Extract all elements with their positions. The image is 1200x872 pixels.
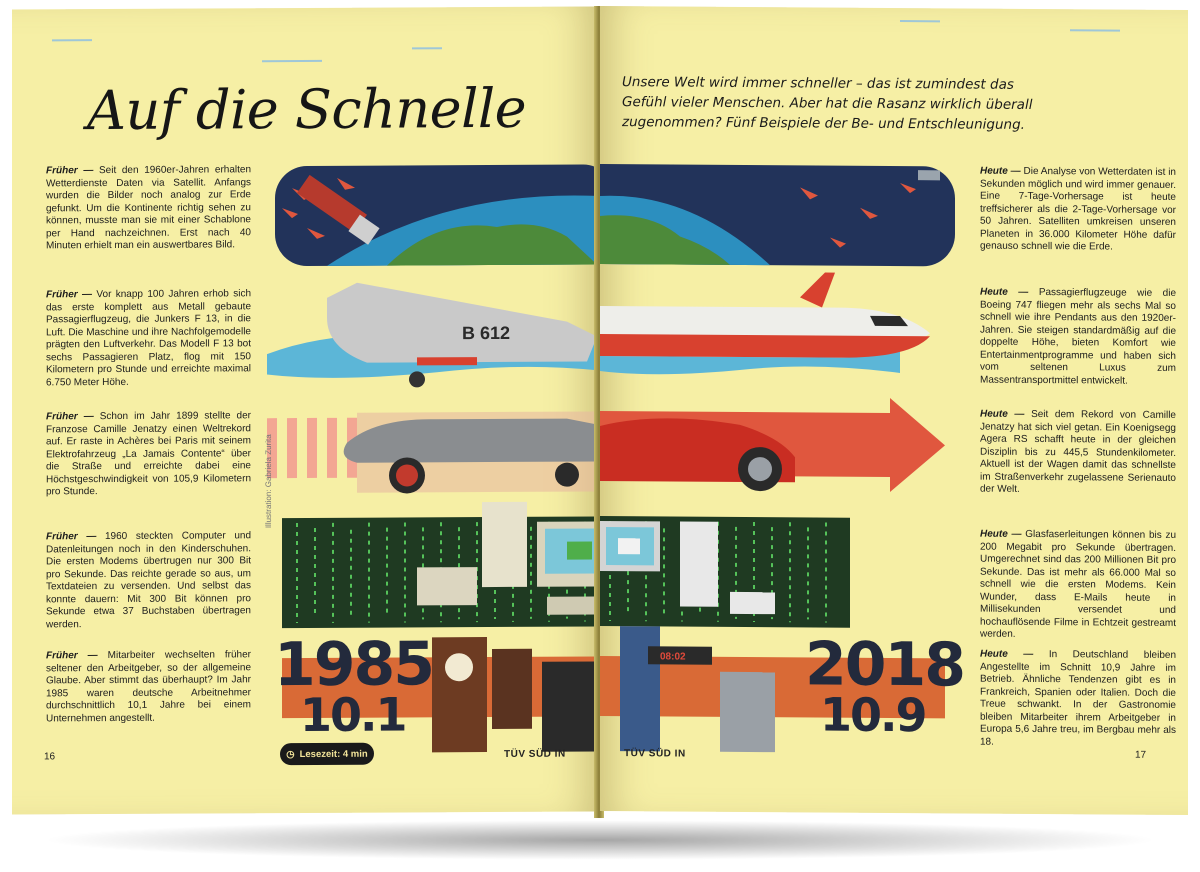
paragraph-text: Passagierflugzeuge wie die Boeing 747 fliegen mehr als sechs Mal so schnell wie ihre Pendants aus den 1920er-Jahren. Sie steigen standardmäßig auf die doppelte Höhe, bieten Komfort wie Entertainmentprogramme und haben sich vom seltenen Luxus zum Massentransportmittel entwickelt.: [980, 287, 1177, 387]
tenure-1985: 10.1: [300, 687, 406, 743]
paragraph-text: 1960 steckten Computer und Datenleitungen noch in den Kinderschuhen. Die ersten Modems übertrugen nur 300 Bit pro Sekunde. Das reichte gerade so aus, um Textdateien zu versenden. Und selbst das konnte dauern: Mit 300 Bit können pro Sekunde etwa 37 Buchstaben übertragen werden.: [46, 530, 252, 630]
decor-dash: [900, 20, 940, 22]
paragraph-left-2: [46, 288, 251, 389]
computer-tower-icon: [482, 502, 527, 587]
tenure-2018: 10.9: [820, 687, 926, 743]
paragraph-label: Heute —: [980, 286, 1029, 298]
magazine-name-left: TÜV SÜD IN: [504, 748, 566, 760]
paragraph-text: Vor knapp 100 Jahren erhob sich das erste komplett aus Metall gebaute Passagierflugzeug, die Junkers F 13, in die Luft. Die Maschine und ihre Nachfolgemodelle prägten den Luftverkehr. Das Modell F 13 bot sechs Passagieren Platz, flog mit 150 Kilometern pro Stunde und erreichte maximal 6.750 Meter Höhe.: [46, 288, 252, 388]
decor-dash: [1070, 29, 1120, 31]
reading-time-label: Lesezeit: 4 min: [299, 748, 368, 760]
article-title: Auf die Schnelle: [87, 76, 527, 143]
paragraph-left-4: [46, 530, 251, 631]
paragraph-text: Mitarbeiter wechselten früher seltener den Arbeitgeber, so der allgemeine Glaube. Aber stimmt das überhaupt? Im Jahr 1985 waren deutsche Arbeitnehmer durchschnittlich 10,1 Jahre bei einem Unternehmen angestellt.: [46, 649, 251, 724]
keyboard-icon: [547, 596, 597, 614]
paragraph-right-2: [980, 287, 1176, 388]
computer-tower-icon: [680, 522, 718, 607]
page-number-left: 16: [44, 751, 56, 763]
magazine-shadow: [40, 820, 1160, 860]
satellite-icon: [918, 170, 940, 180]
paragraph-right-1: [980, 166, 1176, 255]
jet-tail-icon: [800, 272, 835, 307]
paragraph-label: Heute —: [980, 408, 1025, 420]
car-hub-icon: [396, 464, 418, 486]
paragraph-label: Heute —: [980, 165, 1021, 177]
digital-clock-display: 08:02: [660, 651, 686, 663]
year-2018: 2018: [805, 629, 964, 701]
paragraph-label: Früher —: [46, 289, 93, 301]
paragraph-right-4: [980, 529, 1176, 643]
plane-stripe: [417, 357, 477, 365]
year-1985: 1985: [274, 629, 433, 701]
paragraph-label: Früher —: [46, 411, 94, 423]
card-rack-icon: [492, 649, 532, 729]
car-wheel-icon: [555, 463, 579, 487]
paragraph-text: Seit den 1960er-Jahren erhalten Wetterdienste Daten via Satellit. Anfangs wurden die Bilder noch analog zur Erde gefunkt. Um die Kontinente richtig sehen zu können, musste man sie mit einer Schablone per Hand nachzeichnen. Erst nach 40 Minuten erhielt man ein auswertbares Bild.: [46, 164, 252, 252]
paragraph-left-3: [46, 410, 251, 499]
paragraph-label: Früher —: [46, 165, 94, 177]
intro-text: Unsere Welt wird immer schneller – das ist zumindest das Gefühl vieler Menschen. Aber hat die Rasanz wirklich überall zugenommen? Fünf Beispiele der Be- und Entschleunigung.: [622, 74, 1033, 133]
telephone-icon: [417, 567, 477, 605]
decor-dash: [262, 60, 322, 62]
paragraph-right-3: [980, 409, 1176, 498]
paragraph-text: In Deutschland bleiben Angestellte im Schnitt 10,9 Jahre im Betrieb. Ähnliche Tendenzen gibt es in Frankreich, Spanien oder Italien. Doch die Treue schwankt. In der Gastronomie bleiben Mitarbeiter ihrem Arbeitgeber in Europa 5,6 Jahre treu, im Bergbau mehr als 18.: [980, 649, 1177, 748]
router-icon: [730, 592, 775, 614]
jet-stripe: [600, 334, 930, 358]
paragraph-text: Glasfaserleitungen können bis zu 200 Megabit pro Sekunde übertragen. Umgerechnet sind das 200 Millionen Bit pro Sekunde. Das ist mehr als 66.000 Mal so schnell wie die ersten Modems. Kein Wunder, dass E-Mails heute in Millisekunden versendet und hochauflösende Filme in Echtzeit gestreamt werden.: [980, 528, 1177, 640]
plane-label: B 612: [462, 322, 511, 344]
paragraph-text: Die Analyse von Wetterdaten ist in Sekunden möglich und wird immer genauer. Eine 7-Tage-Vorhersage ist heute treffsicherer als die 2-Tage-Vorhersage vor 50 Jahren. Satelliten umkreisen unseren Planeten in 36.000 Kilometer Höhe dafür genauso schnell wie die Erde.: [980, 165, 1176, 253]
paragraph-left-1: [46, 164, 251, 253]
plane-wheel-icon: [409, 371, 425, 387]
card-terminal-icon: [720, 672, 775, 752]
worker-figure-icon: [542, 661, 597, 751]
paragraph-text: Seit dem Rekord von Camille Jenatzy hat sich viel getan. Ein Koenigsegg Agera RS schafft heute in der gleichen Disziplin bis zu 445,5 Stundenkilometer. Aktuell ist der Wagen damit das schnellste im Straßenverkehr zugelassene Serienauto der Welt.: [980, 408, 1176, 495]
paragraph-label: Heute —: [980, 648, 1034, 660]
magazine-name-right: TÜV SÜD IN: [624, 748, 686, 760]
clock-icon: ◷: [286, 748, 295, 760]
paragraph-label: Früher —: [46, 531, 97, 543]
decor-dash: [412, 47, 442, 49]
clock-face-icon: [445, 653, 473, 681]
paragraph-text: Schon im Jahr 1899 stellte der Franzose Camille Jenatzy einen Weltrekord auf. Er raste in Achères bei Paris mit seinem Elektrofahrzeug „La Jamais Contente“ über die Straße und erreichte dabei eine Höchstgeschwindigkeit von 105,9 Kilometern pro Stunde.: [46, 410, 252, 498]
paragraph-left-5: [46, 649, 251, 725]
decor-dash: [52, 39, 92, 41]
paragraph-label: Heute —: [980, 528, 1022, 540]
speed-stripes-icon: [267, 418, 357, 478]
cockpit-window-icon: [870, 316, 908, 326]
reading-time-badge: [280, 743, 374, 765]
page-number-right: 17: [1135, 749, 1147, 761]
left-page: [12, 6, 597, 814]
paragraph-label: Früher —: [46, 650, 98, 662]
right-page: [600, 6, 1188, 815]
email-icon: [618, 538, 640, 554]
car-rim-icon: [748, 457, 772, 481]
paragraph-right-5: [980, 649, 1176, 750]
illustration-credit: Illustration: Gabriela Zurita: [264, 434, 273, 529]
worker-figure-icon: [620, 626, 660, 751]
email-icon: [567, 541, 592, 559]
